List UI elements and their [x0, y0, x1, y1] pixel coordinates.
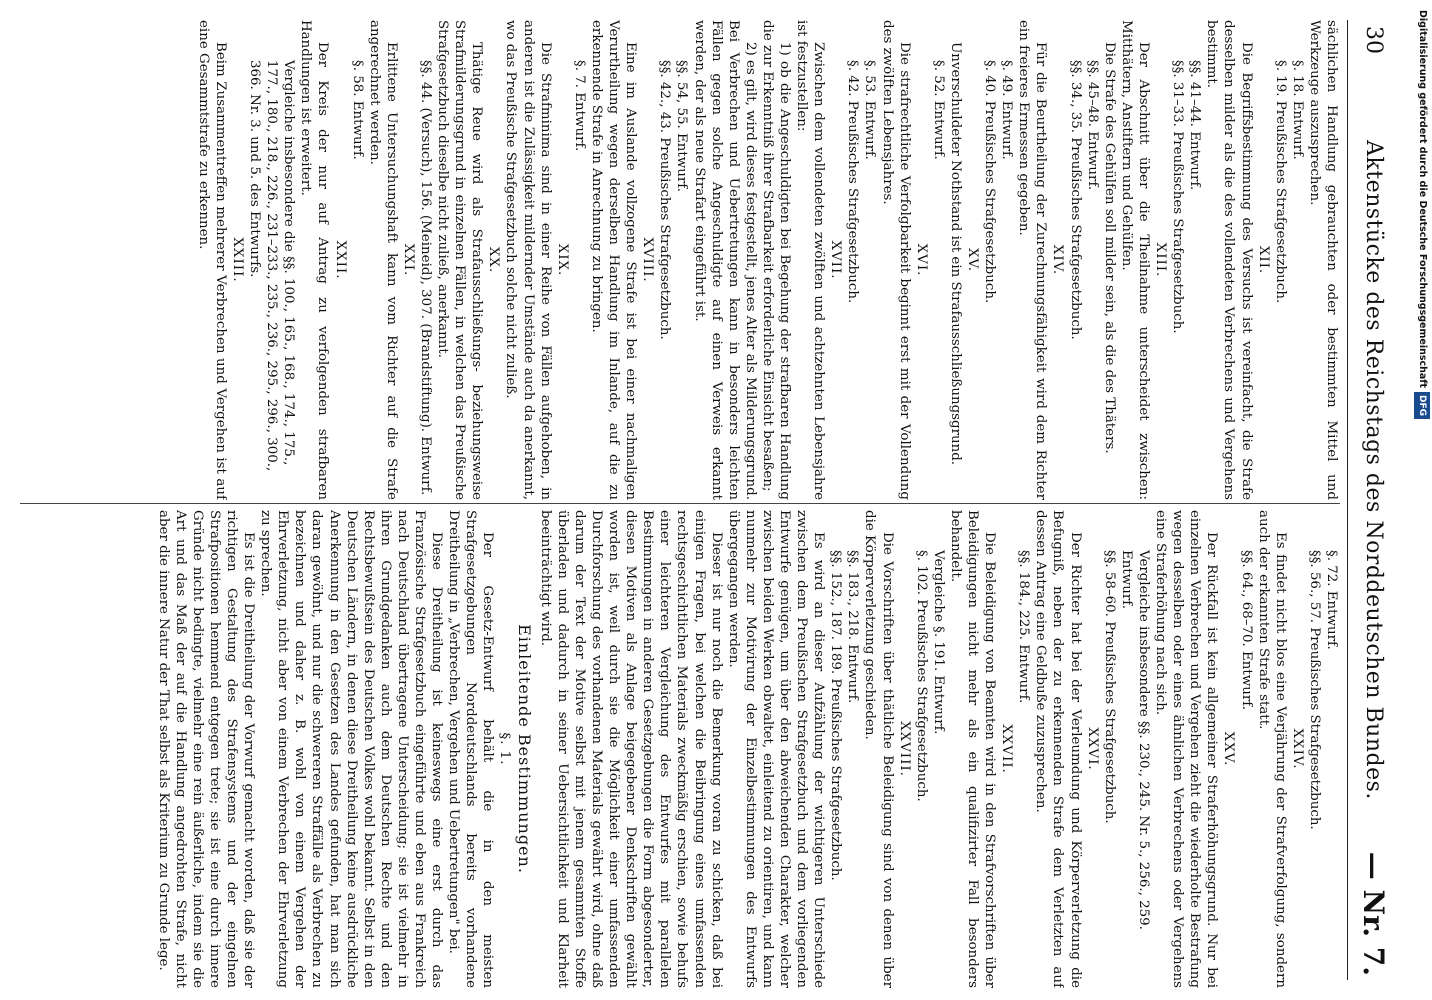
reference: §. 18. Entwurf. — [1289, 60, 1305, 160]
section-heading: XX. — [486, 246, 502, 274]
reference: §. 58. Entwurf. — [349, 60, 365, 160]
reference: §. 42. Preußisches Strafgesetzbuch. — [845, 60, 861, 304]
reference: §. 53. Entwurf. — [862, 60, 878, 160]
section-heading: XIV. — [1050, 244, 1066, 276]
reference: §§. 31–33. Preußisches Strafgesetzbuch. — [1170, 60, 1186, 334]
section-heading: XIII. — [1153, 242, 1169, 278]
paragraph: Thätige Reue wird als Strafausschließungs- beziehungsweise Strafmilderungsgrund in einzelnen Fällen, in welchen das Preußische Strafgesetzbuch dieselbe nicht zuließ, anerkannt. — [435, 20, 485, 500]
reference: §. 40. Preußisches Strafgesetzbuch. — [982, 60, 998, 304]
reference: §. 49. Entwurf. — [999, 60, 1015, 160]
page-title: Aktenstücke des Reichstags des Norddeutschen Bundes. — [1361, 140, 1386, 800]
section-heading: XIX. — [554, 243, 570, 277]
reference: §§. 183., 218. Entwurf. — [845, 550, 861, 704]
section-heading: XXIII. — [230, 237, 245, 283]
dfg-logo: DFG — [1414, 392, 1430, 419]
paragraph: Die Vorschriften über thätliche Beleidigung sind von denen über die Körperverletzung geschieden. — [862, 510, 895, 988]
paragraph: Es ist die Dreitheilung der Vorwurf gemacht worden, daß sie der richtigen Gestaltung des Strafensystems und der eingelnen Strafpositionen hemmend entgegen trete; sie ist eine durch innere Gründe nicht bedingte, vielmehr eine rein äußerliche, indem sie die Art und das Maß der auf die Handlung angedrohten Strafe, nicht aber die innere Natur der That selbst als Kriterium zu Grunde lege. — [155, 510, 257, 988]
reference: §§. 56., 57. Preußisches Strafgesetzbuch. — [1306, 550, 1322, 830]
column-divider — [20, 503, 1340, 504]
section-heading: XXVIII. — [896, 721, 912, 777]
paragraph: Dieser ist nur noch die Bemerkung voran zu schicken, daß bei einigen Fragen, bei welchen die Beibringung eines umfassenden rechtsgeschichtlichen Materials zweckmäßig erschien, sowie behufs einer leichteren Vergleichung des Entwurfes mit parallelen Bestimmungen in anderen Gesetzgebungen die Form abgesonderter, diesen Motiven als Anlage beigegebener Denkschriften gewählt worden ist, weil durch sie die Möglichkeit einer umfassenden Durchforschung des vorhandenen Materials gewährt wird, ohne daß darum der Text der Motive selbst mit jenem gesammten Stoffe überladen und dadurch in seiner Uebersichtlichkeit und Klarheit beeinträchtigt wird. — [537, 510, 724, 988]
paragraph: Die Beleidigung von Beamten wird in den Strafvorschriften über Beleidigungen nicht mehr als ein qualifizirter Fall besonders behandelt. — [947, 510, 998, 988]
right-column — [10, 510, 1340, 988]
reference: §§. 58–60. Preußisches Strafgesetzbuch. — [1101, 550, 1117, 824]
list-item: 1) ob die Angeschuldigten bei Begehung der strafbaren Handlung die zur Erkenntniß ihrer Strafbarkeit erforderliche Einsicht besaßen; — [759, 20, 792, 500]
section-heading: XXI. — [400, 243, 416, 277]
paragraph: Erlittene Untersuchungshaft kann vom Richter auf die Strafe angerechnet werden. — [366, 20, 399, 500]
reference: §§. 45–48. Entwurf. — [1084, 60, 1100, 191]
section-heading: XXV. — [1221, 731, 1237, 767]
section-heading: XVI. — [913, 243, 929, 277]
paragraph: Der Richter hat bei der Verleumdung und Körperverletzung die Befugniß, neben der zu erkennenden Strafe dem Verletzten auf dessen Antrag eine Geldbuße zuzusprechen. — [1033, 510, 1083, 988]
section-heading: XVIII. — [640, 237, 656, 283]
paragraph: Der Rückfall ist kein allgemeiner Straferhöhungsgrund. Nur bei einzelnen Verbrechen und Vergehen zieht die wiederholte Bestrafung wegen desselben oder eines ähnlichen Verbrechens oder Vergehens eine Straferhöhung nach sich. — [1153, 510, 1220, 988]
paragraph: Für die Beurtheilung der Zurechnungsfähigkeit wird dem Richter ein freieres Ermessen gegeben. — [1016, 20, 1049, 500]
paragraph: Die Begriffsbestimmung des Versuchs ist vereinfacht, die Strafe desselben milder als die des vollendeten Verbrechens und Vergehens bestimmt. — [1204, 20, 1254, 500]
reference: Vergleiche insbesondere §§. 230., 245. Nr. 5., 256., 259. Entwurf. — [1118, 550, 1151, 930]
reference: §§. 152., 187. 189. Preußisches Strafgesetzbuch. — [828, 550, 844, 881]
paragraph: Zwischen dem vollendeten zwölften und achtzehnten Lebensjahre ist festzustellen: — [794, 20, 827, 500]
paragraph: Der Kreis der nur auf Antrag zu verfolgenden strafbaren Handlungen ist erweitert. — [298, 20, 331, 500]
issue-number: — Nr. 7. — [1357, 851, 1390, 976]
reference: §§. 64., 68–70. Entwurf. — [1238, 550, 1254, 711]
reference: §. 19. Preußisches Strafgesetzbuch. — [1272, 60, 1288, 304]
paragraph: Unverschuldeter Nothstand ist ein Strafausschließungsgrund. — [947, 42, 963, 466]
credit-text: Digitalisierung gefördert durch die Deutsche Forschungsgemeinschaft — [1417, 10, 1428, 388]
reference: §. 72. Entwurf. — [1324, 550, 1339, 650]
reference: §§. 54, 55. Entwurf. — [674, 60, 690, 193]
reference: §§. 42., 43. Preußisches Strafgesetzbuch. — [657, 60, 673, 340]
page-number: 30 — [1361, 26, 1386, 54]
section-heading: XXVI. — [1084, 727, 1100, 771]
paragraph-number: §. 1. — [497, 732, 513, 766]
paragraph: Beim Zusammentreffen mehrerer Verbrechen und Vergehen ist auf eine Gesammtstrafe zu erkennen. — [195, 20, 228, 500]
paragraph: Der Gesetz-Entwurf behält die in den meisten Strafgesetzgebungen Norddeutschlands bereits vorhandene Dreitheilung in „Verbrechen, Vergehen und Uebertretungen" bei. — [446, 510, 496, 988]
section-heading: XXIV. — [1289, 728, 1305, 770]
paragraph: Diese Dreitheilung ist keineswegs eine erst durch das Französische Strafgesetzbuch eingeführte und eben aus Frankreich nach Deutschland übertragene Unterscheidung; sie ist vielmehr in ihren Grundgedanken auch dem Deutschen Rechte und den Rechtsbewußtsein des Deutschen Volkes wohl bekannt. Selbst in den Deutschen Ländern, in denen diese Dreitheilung keine ausdrückliche Anerkennung in den Gesetzen des Landes gefunden, hat man sich daran gewöhnt, und nur die schwereren Straffälle als Verbrechen zu bezeichnen und daher z. B. wohl von einem Vergehen der Ehrverletzung, nicht aber von einem Verbrechen der Ehrverletzung zu sprechen. — [258, 510, 445, 988]
section-heading: XXII. — [332, 240, 348, 280]
page-header — [1347, 20, 1392, 980]
reference: §. 52. Entwurf. — [930, 60, 946, 160]
list-item: 2) es gilt, wird dieses festgestellt, jenes Alter als Milderungsgrund. Bei Verbrechen und Uebertretungen kann in besonders leichten Fällen gegen solche Angeschuldigte auf einen Verweis erkannt werden, der als neue Strafart eingeführt ist. — [691, 20, 758, 500]
paragraph: sächlichen Handlung gebrauchten oder bestimmten Mittel und Werkzeuge auszusprechen. — [1306, 20, 1339, 500]
reference: §§. 41–44. Entwurf. — [1187, 60, 1203, 191]
reference: Vergleiche §. 191. Entwurf. — [930, 550, 946, 735]
digitization-credit — [1414, 10, 1430, 990]
chapter-heading: Einleitende Bestimmungen. — [514, 624, 534, 874]
left-column — [10, 20, 1340, 500]
reference: §§. 184., 225. Entwurf. — [1016, 550, 1032, 704]
reference: §§. 34., 35. Preußisches Strafgesetzbuch. — [1067, 60, 1083, 340]
paragraph: Es wird an dieser Aufzählung der wichtigeren Unterschiede zwischen dem Preußischen Strafgesetzbuch und dem vorliegenden Entwurfe genügen, um über den abweichenden Charakter, welcher zwischen beiden Werken obwaltet, einleitend zu orientiren, und kann nunmehr zur Motivirung der Einzelbestimmungen des Entwurfs übergegangen werden. — [725, 510, 827, 988]
paragraph: Die strafrechtliche Verfolgbarkeit beginnt erst mit der Vollendung des zwölften Lebensjahres. — [879, 20, 912, 500]
paragraph: Die Strafminima sind in einer Reihe von Fällen aufgehoben, in anderen ist die Zulässigkeit mildernder Umstände auch da anerkannt, wo das Preußische Strafgesetzbuch solche nicht zuließ. — [503, 20, 553, 500]
paragraph: Eine im Auslande vollzogene Strafe ist bei einer nachmaligen Verurtheilung wegen derselben Handlung im Inlande, auf die zu erkennende Strafe in Anrechnung zu bringen. — [588, 20, 639, 500]
section-heading: XVII. — [828, 240, 844, 280]
paragraph: Es findet nicht blos eine Verjährung der Strafverfolgung, sondern auch der erkannten Strafe statt. — [1255, 510, 1288, 988]
section-heading: XV. — [965, 247, 981, 273]
reference: Vergleiche insbesondere die §§. 100., 165., 168., 174., 175., 177., 180., 218., 226., 231–233., 235., 236., 295., 296., 300., 366. Nr. 3. und 5. des Entwurfs. — [247, 60, 297, 472]
paragraph: Der Abschnitt über die Theilnahme unterscheidet zwischen: Mitthätern, Anstiftern und Gehülfen. — [1118, 20, 1151, 500]
reference: §§. 44. (Versuch), 156. (Meineid), 307. (Brandstiftung). Entwurf. — [418, 60, 434, 496]
paragraph: Die Strafe des Gehülfen soll milder sein, als die des Thäters. — [1101, 42, 1117, 454]
section-heading: XXVII. — [999, 724, 1015, 774]
reference: §. 102. Preußisches Strafgesetzbuch. — [913, 550, 929, 802]
reference: §. 7. Entwurf. — [571, 60, 587, 152]
section-heading: XII. — [1255, 245, 1271, 275]
